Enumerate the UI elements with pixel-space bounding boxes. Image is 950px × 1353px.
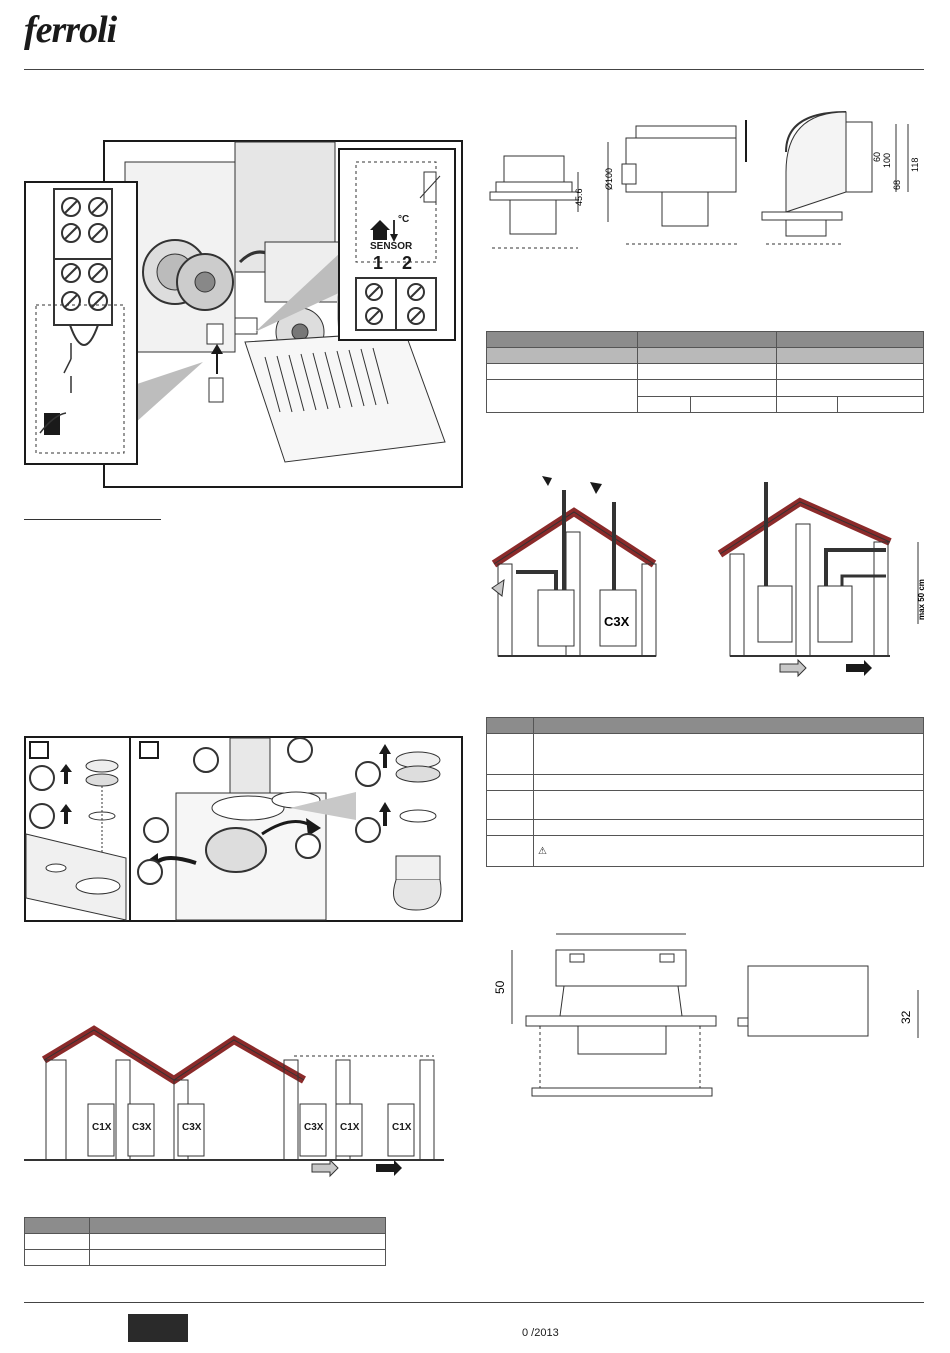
page-tab: [128, 1314, 188, 1342]
flue-assembly-drawing: [26, 738, 461, 920]
degree-label: °C: [398, 214, 410, 225]
install-label-1: C1X: [92, 1122, 112, 1133]
c3x-label: C3X: [604, 614, 630, 629]
dim-118: 118: [910, 157, 920, 172]
flue-assembly-figure: [24, 736, 463, 922]
section-underline: [24, 519, 161, 520]
footer-divider: [24, 1302, 924, 1303]
max-50cm-label: max 50 cm: [917, 579, 926, 620]
sensor-terminal-inset: [338, 148, 456, 341]
terminal-1-label: 1: [373, 253, 384, 273]
terminal-inset-left: [24, 181, 138, 465]
terminal-2-label: 2: [402, 253, 413, 273]
warning-icon: ⚠: [538, 845, 547, 857]
install-label-3: C3X: [182, 1122, 202, 1133]
dim-d100: Ø100: [604, 167, 614, 190]
installation-c3x-figure: [486, 472, 666, 662]
sensor-label: SENSOR: [370, 241, 413, 252]
footer-date: 0 /2013: [522, 1327, 559, 1339]
dim-100: 100: [882, 152, 892, 168]
small-spec-table: [24, 1217, 386, 1266]
flue-dimensions-drawing: [486, 112, 926, 252]
dim-50: 50: [493, 980, 507, 994]
terminal-block-left: [26, 183, 136, 463]
installation-max-figure: [710, 472, 940, 682]
dim-68: 68: [892, 179, 902, 190]
installation-type-table: [486, 717, 924, 867]
flue-spec-table: [486, 331, 924, 413]
dim-45-6: 45.6: [574, 188, 584, 206]
install-label-4: C3X: [304, 1122, 324, 1133]
dim-60: 60: [872, 151, 882, 162]
install-label-6: C1X: [392, 1122, 412, 1133]
install-label-5: C1X: [340, 1122, 360, 1133]
header-divider: [24, 69, 924, 70]
dim-32: 32: [899, 1010, 913, 1024]
adapter-dimensions-drawing: [486, 920, 926, 1110]
brand-logo: ferroli: [24, 9, 117, 51]
install-label-2: C3X: [132, 1122, 152, 1133]
installation-types-figure: [24, 1020, 444, 1180]
